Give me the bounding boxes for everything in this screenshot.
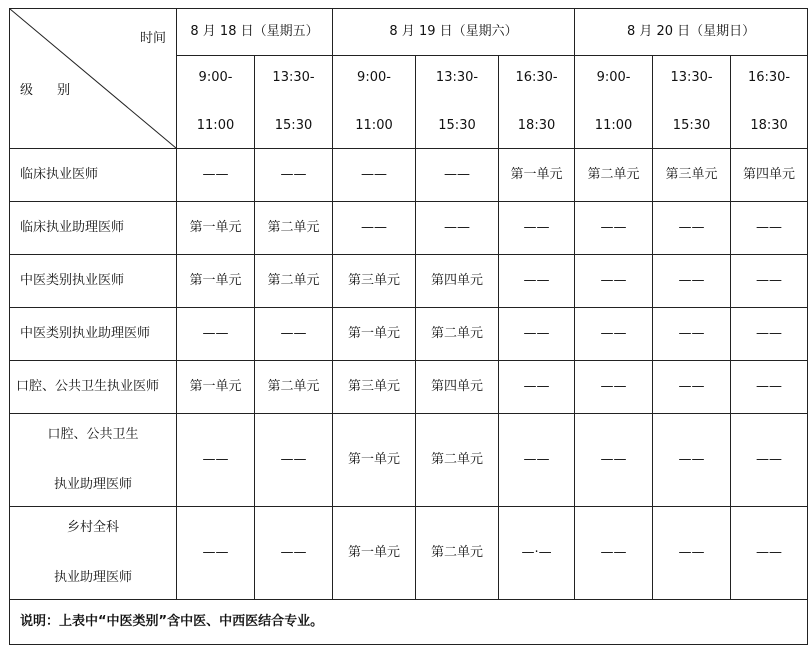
level-line: 执业助理医师 [53, 477, 132, 493]
unit-cell: 第二单元 [255, 255, 333, 308]
unit-cell: —— [416, 149, 499, 202]
level-line: 口腔、公共卫生 [47, 427, 139, 442]
unit-cell: —— [653, 255, 731, 308]
date-header-aug19: 8 月 19 日（星期六） [333, 9, 575, 56]
level-cell: 口腔、公共卫生执业医师 [10, 361, 177, 414]
unit-cell: —— [499, 414, 575, 507]
unit-cell: —— [333, 149, 416, 202]
date-header-aug18: 8 月 18 日（星期五） [177, 9, 333, 56]
unit-cell: 第二单元 [255, 202, 333, 255]
unit-cell: —— [575, 202, 653, 255]
unit-cell: —— [731, 361, 808, 414]
level-header-label: 级 别 [20, 83, 81, 98]
time-slot [653, 56, 731, 149]
unit-cell: —— [731, 255, 808, 308]
slot-end: 11:00 [594, 118, 633, 134]
slot-end: 18:30 [750, 118, 788, 134]
unit-cell: 第一单元 [499, 149, 575, 202]
slot-end: 15:30 [672, 118, 711, 134]
unit-cell: —— [255, 149, 333, 202]
slot-start: 16:30- [515, 70, 558, 85]
level-line: 执业助理医师 [53, 570, 132, 586]
table-row [10, 149, 808, 202]
slot-end: 11:00 [196, 118, 235, 134]
unit-cell: 第四单元 [731, 149, 808, 202]
time-header-label: 时间 [139, 31, 166, 46]
time-slot [416, 56, 499, 149]
unit-cell: 第二单元 [416, 507, 499, 600]
unit-cell: 第一单元 [177, 361, 255, 414]
unit-cell: —— [177, 149, 255, 202]
unit-cell: —— [177, 507, 255, 600]
unit-cell: 第一单元 [333, 414, 416, 507]
unit-cell: —— [653, 308, 731, 361]
unit-cell: —— [255, 507, 333, 600]
unit-cell: —·— [499, 507, 575, 600]
unit-cell: —— [177, 414, 255, 507]
time-slot [731, 56, 808, 149]
unit-cell: —— [177, 308, 255, 361]
level-cell [10, 414, 177, 507]
slot-start: 9:00- [596, 70, 631, 85]
time-slot [255, 56, 333, 149]
unit-cell: —— [575, 414, 653, 507]
table-row [10, 507, 808, 600]
diagonal-line [10, 9, 176, 148]
slot-start: 13:30- [670, 70, 713, 85]
unit-cell: —— [731, 414, 808, 507]
unit-cell: —— [499, 202, 575, 255]
unit-cell: 第一单元 [333, 507, 416, 600]
level-cell: 中医类别执业医师 [10, 255, 177, 308]
level-cell: 中医类别执业助理医师 [10, 308, 177, 361]
slot-start: 9:00- [198, 70, 233, 85]
table-row [10, 255, 808, 308]
unit-cell: —— [255, 414, 333, 507]
slot-start: 16:30- [747, 70, 791, 85]
unit-cell: —— [575, 361, 653, 414]
slot-start: 13:30- [435, 70, 479, 85]
unit-cell: —— [333, 202, 416, 255]
unit-cell: —— [499, 255, 575, 308]
slot-end: 18:30 [517, 118, 556, 134]
level-cell [10, 507, 177, 600]
unit-cell: —— [255, 308, 333, 361]
level-cell: 临床执业助理医师 [10, 202, 177, 255]
table-row [10, 414, 808, 507]
unit-cell: —— [653, 507, 731, 600]
unit-cell: —— [731, 308, 808, 361]
unit-cell: —— [416, 202, 499, 255]
unit-cell: —— [653, 414, 731, 507]
unit-cell: —— [731, 202, 808, 255]
unit-cell: —— [653, 202, 731, 255]
diagonal-header-cell [10, 9, 177, 149]
time-slot [177, 56, 255, 149]
time-slot [575, 56, 653, 149]
unit-cell: —— [575, 255, 653, 308]
unit-cell: 第一单元 [333, 308, 416, 361]
unit-cell: 第四单元 [416, 361, 499, 414]
table-row [10, 361, 808, 414]
note-row [10, 600, 808, 645]
unit-cell: —— [575, 507, 653, 600]
unit-cell: —— [731, 507, 808, 600]
unit-cell: 第二单元 [416, 308, 499, 361]
footnote: 说明：上表中“中医类别”含中医、中西医结合专业。 [10, 600, 808, 645]
date-header-row [10, 9, 808, 56]
unit-cell: 第三单元 [333, 361, 416, 414]
unit-cell: 第一单元 [177, 202, 255, 255]
date-header-aug20: 8 月 20 日（星期日） [575, 9, 808, 56]
slot-end: 11:00 [355, 118, 393, 134]
exam-schedule-table [9, 8, 808, 645]
unit-cell: —— [653, 361, 731, 414]
table-row [10, 308, 808, 361]
unit-cell: 第二单元 [416, 414, 499, 507]
unit-cell: 第四单元 [416, 255, 499, 308]
level-line: 乡村全科 [66, 520, 119, 535]
unit-cell: —— [575, 308, 653, 361]
time-slot [333, 56, 416, 149]
unit-cell: 第三单元 [333, 255, 416, 308]
slot-start: 13:30- [272, 70, 315, 85]
unit-cell: —— [499, 308, 575, 361]
time-slot [499, 56, 575, 149]
unit-cell: —— [499, 361, 575, 414]
slot-start: 9:00- [357, 70, 391, 85]
level-cell: 临床执业医师 [10, 149, 177, 202]
slot-end: 15:30 [438, 118, 476, 134]
unit-cell: 第二单元 [255, 361, 333, 414]
slot-end: 15:30 [274, 118, 313, 134]
unit-cell: 第三单元 [653, 149, 731, 202]
table-row [10, 202, 808, 255]
unit-cell: 第二单元 [575, 149, 653, 202]
unit-cell: 第一单元 [177, 255, 255, 308]
